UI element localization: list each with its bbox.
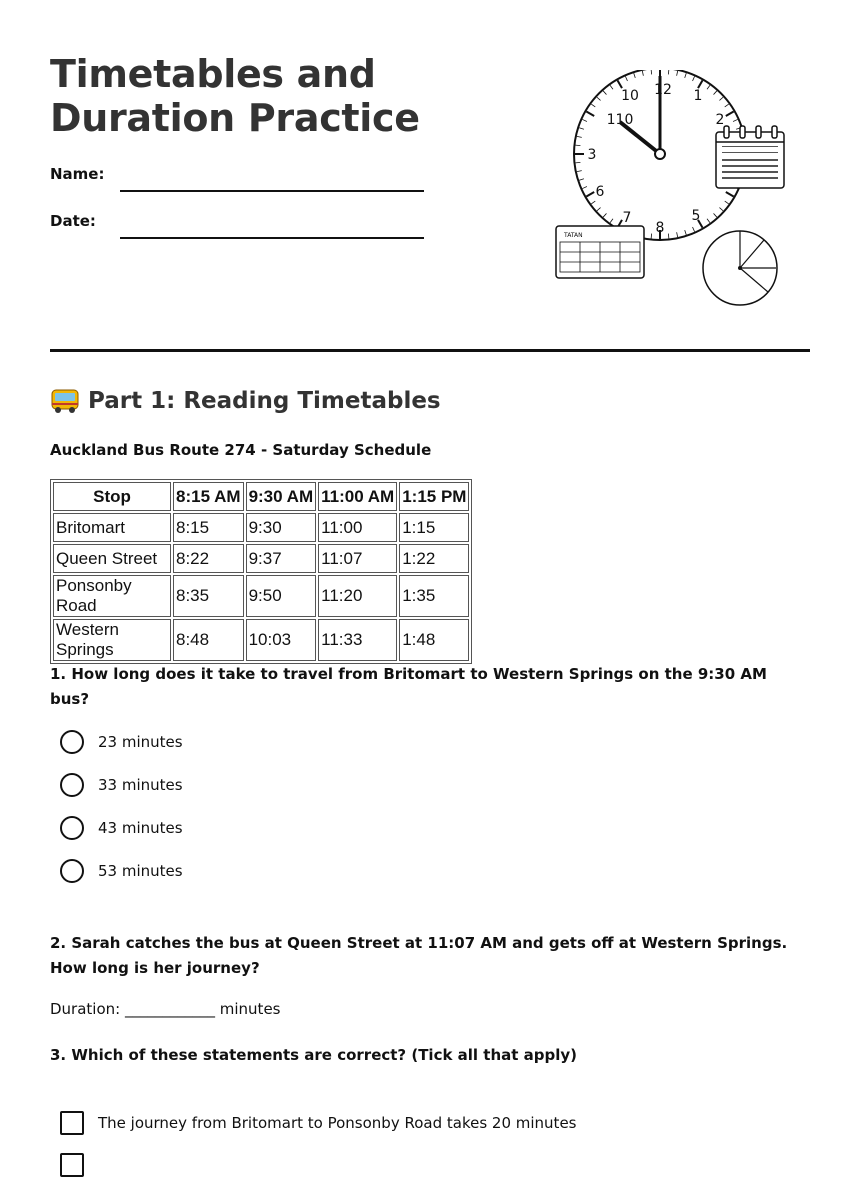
table-cell: Queen Street [53, 544, 171, 573]
column-header: 1:15 PM [399, 482, 469, 511]
column-header: 11:00 AM [318, 482, 397, 511]
q3-option-2[interactable] [60, 1153, 84, 1177]
clock-tick [668, 234, 669, 239]
table-cell: 9:37 [246, 544, 317, 573]
radio-button[interactable] [60, 859, 84, 883]
column-header: Stop [53, 482, 171, 511]
checkbox[interactable] [60, 1111, 84, 1135]
option-label: 43 minutes [98, 819, 183, 837]
q1-option-4[interactable] [60, 859, 183, 883]
clock-number: 2 [715, 112, 725, 128]
clock-number: 110 [606, 112, 634, 128]
duration-label: Duration: [50, 1000, 121, 1018]
radio-button[interactable] [60, 730, 84, 754]
table-header-row [53, 482, 469, 511]
part-1-title: Part 1: Reading Timetables [88, 388, 441, 414]
table-cell: 11:33 [318, 619, 397, 661]
table-cell: 8:22 [173, 544, 244, 573]
table-cell: 1:35 [399, 575, 469, 617]
radio-button[interactable] [60, 816, 84, 840]
clock-number: 7 [622, 210, 632, 226]
table-cell: 11:07 [318, 544, 397, 573]
duration-blank[interactable]: ____________ [124, 1000, 215, 1018]
clock-number: 6 [595, 184, 605, 200]
table-cell: 11:00 [318, 513, 397, 542]
table-row [53, 544, 469, 573]
table-row [53, 513, 469, 542]
table-cell: Western Springs [53, 619, 171, 661]
table-cell: 8:35 [173, 575, 244, 617]
q1-option-3[interactable] [60, 816, 183, 840]
section-divider [50, 349, 810, 352]
column-header: 8:15 AM [173, 482, 244, 511]
title-line-2: Duration Practice [50, 96, 420, 140]
table-cell: 1:15 [399, 513, 469, 542]
q1-option-2[interactable] [60, 773, 183, 797]
table-cell: 9:50 [246, 575, 317, 617]
title-line-1: Timetables and [50, 52, 376, 96]
option-label: 33 minutes [98, 776, 183, 794]
radio-button[interactable] [60, 773, 84, 797]
table-cell: 8:48 [173, 619, 244, 661]
clock-tick [668, 70, 669, 74]
table-cell: 11:20 [318, 575, 397, 617]
clock-tick [575, 145, 580, 146]
date-label: Date: [50, 212, 96, 230]
question-2: 2. Sarah catches the bus at Queen Street at 11:07 AM and gets off at Western Springs. How long is her journey? [50, 934, 788, 977]
table-cell: 1:22 [399, 544, 469, 573]
duration-unit: minutes [219, 1000, 281, 1018]
table-cell: Britomart [53, 513, 171, 542]
option-label: The journey from Britomart to Ponsonby Road takes 20 minutes [98, 1114, 577, 1132]
clock-number: 10 [621, 88, 639, 104]
table-cell: 10:03 [246, 619, 317, 661]
timetable-card-icon [556, 226, 644, 278]
duration-answer [50, 1000, 280, 1018]
table-cell: 8:15 [173, 513, 244, 542]
table-cell: Ponsonby Road [53, 575, 171, 617]
column-header: 9:30 AM [246, 482, 317, 511]
q3-option-1[interactable] [60, 1111, 576, 1135]
name-label: Name: [50, 165, 105, 183]
q1-option-1[interactable] [60, 730, 183, 754]
table-row [53, 619, 469, 661]
table-caption: Auckland Bus Route 274 - Saturday Schedule [50, 441, 432, 459]
clock-center [655, 149, 665, 159]
date-field[interactable] [120, 211, 424, 239]
table-row [53, 575, 469, 617]
name-field[interactable] [120, 164, 424, 192]
page-title [50, 52, 420, 140]
option-label: 23 minutes [98, 733, 183, 751]
clock-number: 1 [693, 88, 703, 104]
svg-text:TATAN: TATAN [564, 232, 583, 239]
table-cell: 9:30 [246, 513, 317, 542]
calendar-icon [716, 126, 784, 188]
clock-number: 5 [691, 208, 701, 224]
option-label: 53 minutes [98, 862, 183, 880]
question-3: 3. Which of these statements are correct? (Tick all that apply) [50, 1046, 578, 1064]
clock-tick [651, 70, 652, 74]
checkbox[interactable] [60, 1153, 84, 1177]
clock-number: 3 [587, 147, 597, 163]
clock-tick [651, 234, 652, 239]
bus-timetable [50, 479, 472, 664]
clock-tick [575, 162, 580, 163]
question-1: 1. How long does it take to travel from Britomart to Western Springs on the 9:30 AM bus? [50, 665, 767, 708]
part-1-heading [50, 388, 441, 414]
bus-icon [50, 388, 80, 414]
table-cell: 1:48 [399, 619, 469, 661]
clock-illustration [548, 70, 798, 315]
clock-number: 12 [654, 82, 672, 98]
clock-number: 8 [655, 220, 665, 236]
pie-timer-icon [703, 231, 777, 305]
